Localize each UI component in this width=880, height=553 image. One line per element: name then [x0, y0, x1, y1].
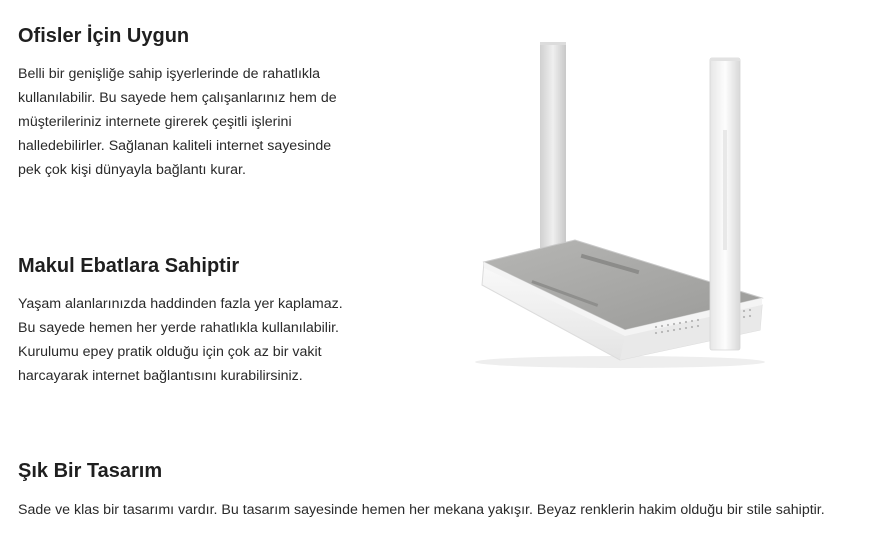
section-title-dimensions: Makul Ebatlara Sahiptir: [18, 255, 240, 277]
router-image: [470, 30, 780, 380]
section-body-design: Sade ve klas bir tasarımı vardır. Bu tasarım sayesinde hemen her mekana yakışır. Beyaz renklerin hakim olduğu bir stile sahiptir.: [18, 502, 825, 518]
section-dimensions: [18, 254, 348, 388]
front-antenna: [710, 58, 740, 350]
section-body-offices: Belli bir genişliğe sahip işyerlerinde de rahatlıkla kullanılabilir. Bu sayede hem çalışanlarınız hem de müşterileriniz internete girerek çeşitli işlerini halledebilirler. Sağlanan kaliteli internet sayesinde pek çok kişi dünyayla bağlantı kurar.: [18, 66, 337, 178]
section-offices: [18, 24, 348, 182]
section-title-offices: Ofisler İçin Uygun: [18, 25, 190, 47]
section-body-dimensions: Yaşam alanlarınızda haddinden fazla yer kaplamaz. Bu sayede hemen her yerde rahatlıkla kullanılabilir. Kurulumu epey pratik olduğu için çok az bir vakit harcayarak internet bağlantısını kurabilirsiniz.: [18, 296, 343, 384]
section-title-design: Şık Bir Tasarım: [18, 460, 163, 482]
section-design: [18, 459, 878, 522]
